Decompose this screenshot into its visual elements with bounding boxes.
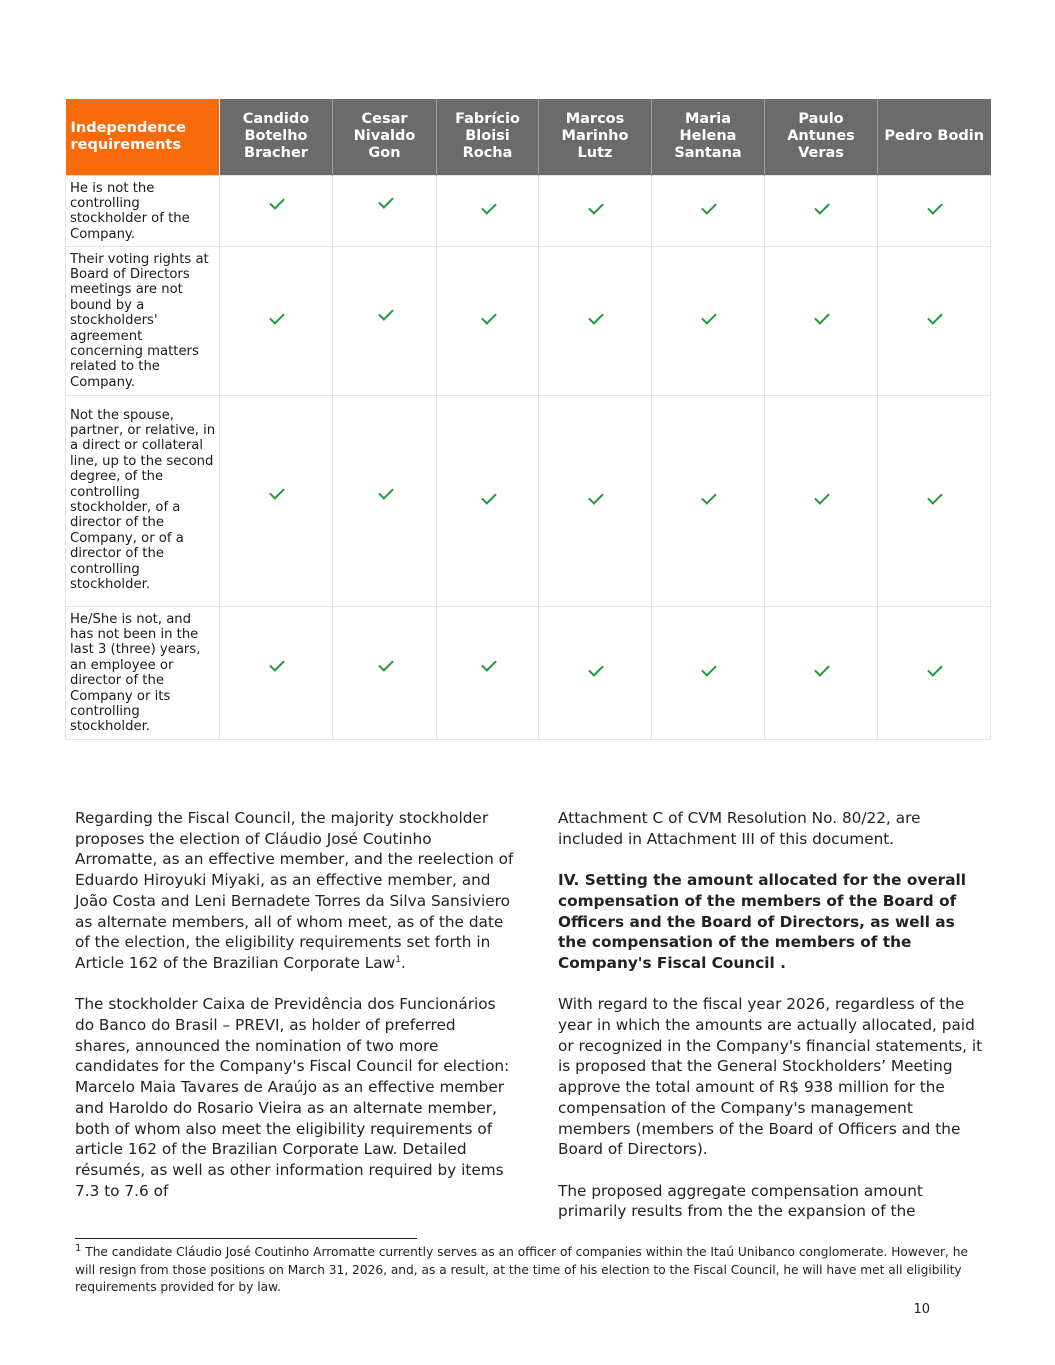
check-icon: [926, 316, 942, 326]
check-icon: [926, 496, 942, 506]
footnote-marker: 1: [75, 1242, 82, 1254]
candidate-header: Fabrício Bloisi Rocha: [437, 99, 539, 175]
requirement-cell: He/She is not, and has not been in the last 3 (three) years, an employee or director of the Company or its controlling stockholder.: [66, 606, 220, 739]
footnote: [75, 1244, 985, 1297]
check-icon: [268, 491, 284, 501]
left-text-column: [75, 808, 515, 1222]
requirement-cell: Their voting rights at Board of Directors meetings are not bound by a stockholders' agreement concerning matters related to the Company.: [66, 246, 220, 395]
check-icon: [926, 668, 942, 678]
candidate-header: Marcos Marinho Lutz: [539, 99, 652, 175]
footnote-divider: [75, 1238, 417, 1239]
table-header-row: [66, 99, 991, 175]
table-row: [66, 395, 991, 606]
page-number: 10: [913, 1302, 930, 1317]
table-row: [66, 606, 991, 739]
check-icon: [377, 200, 393, 210]
table-row: [66, 175, 991, 246]
requirements-header: Independence requirements: [66, 99, 220, 175]
check-icon: [377, 312, 393, 322]
candidate-header: Pedro Bodin: [878, 99, 991, 175]
check-icon: [480, 663, 496, 673]
check-icon: [700, 316, 716, 326]
attachment-paragraph: Attachment C of CVM Resolution No. 80/22, are included in Attachment III of this document.: [558, 809, 921, 848]
check-icon: [480, 206, 496, 216]
check-icon: [268, 316, 284, 326]
check-icon: [377, 491, 393, 501]
candidate-header: Paulo Antunes Veras: [765, 99, 878, 175]
check-icon: [587, 316, 603, 326]
footnote-text: The candidate Cláudio José Coutinho Arromatte currently serves as an officer of companies within the Itaú Unibanco conglomerate. However, he will resign from those positions on March 31, 2026, and, as a result, at the time of his election to the Fiscal Council, he will have met all eligibility requirements provided for by law.: [75, 1245, 968, 1294]
check-icon: [926, 206, 942, 216]
right-text-column: [558, 808, 983, 1243]
check-icon: [377, 663, 393, 673]
check-icon: [587, 496, 603, 506]
previ-paragraph: The stockholder Caixa de Previdência dos Funcionários do Banco do Brasil – PREVI, as holder of preferred shares, announced the nomination of two more candidates for the Company's Fiscal Council for election: Marcelo Maia Tavares de Araújo as an effective member and Haroldo do Rosario Vieira as an alternate member, both of whom also meet the eligibility requirements of article 162 of the Brazilian Corporate Law. Detailed résumés, as well as other information required by items 7.3 to 7.6 of: [75, 995, 510, 1200]
check-icon: [587, 206, 603, 216]
check-icon: [587, 668, 603, 678]
fiscal-council-paragraph: Regarding the Fiscal Council, the majority stockholder proposes the election of Cláudio José Coutinho Arromatte, as an effective member, and the reelection of Eduardo Hiroyuki Miyaki, as an effective member, and João Costa and Leni Bernadete Torres da Silva Sansiviero as alternate members, all of whom meet, as of the date of the election, the eligibility requirements set forth in Article 162 of the Brazilian Corporate Law$^1$.: [75, 809, 514, 972]
check-icon: [700, 496, 716, 506]
footnote-ref[interactable]: 1: [395, 954, 401, 965]
compensation-paragraph: With regard to the fiscal year 2026, regardless of the year in which the amounts are actually allocated, paid or recognized in the Company's financial statements, it is proposed that the General Stockholders’ Meeting approve the total amount of R$ 938 million for the compensation of the Company's management members (members of the Board of Officers and the Board of Directors).: [558, 995, 983, 1159]
independence-table: [65, 99, 991, 740]
section-heading: IV. Setting the amount allocated for the overall compensation of the members of the Board of Officers and the Board of Directors, as well as the compensation of the members of the Company's Fiscal Council .: [558, 871, 967, 972]
requirement-cell: He is not the controlling stockholder of the Company.: [66, 175, 220, 246]
candidate-header: Candido Botelho Bracher: [220, 99, 333, 175]
check-icon: [268, 201, 284, 211]
candidate-header: Cesar Nivaldo Gon: [333, 99, 437, 175]
check-icon: [700, 206, 716, 216]
check-icon: [480, 496, 496, 506]
check-icon: [813, 496, 829, 506]
check-icon: [813, 206, 829, 216]
table-row: [66, 246, 991, 395]
check-icon: [813, 316, 829, 326]
check-icon: [268, 663, 284, 673]
check-icon: [813, 668, 829, 678]
check-icon: [480, 316, 496, 326]
requirement-cell: Not the spouse, partner, or relative, in a direct or collateral line, up to the second degree, of the controlling stockholder, of a director of the Company, or of a director of the controlling stockholder.: [66, 395, 220, 606]
aggregate-paragraph: The proposed aggregate compensation amount primarily results from the the expansion of the: [558, 1181, 923, 1221]
candidate-header: Maria Helena Santana: [652, 99, 765, 175]
check-icon: [700, 668, 716, 678]
